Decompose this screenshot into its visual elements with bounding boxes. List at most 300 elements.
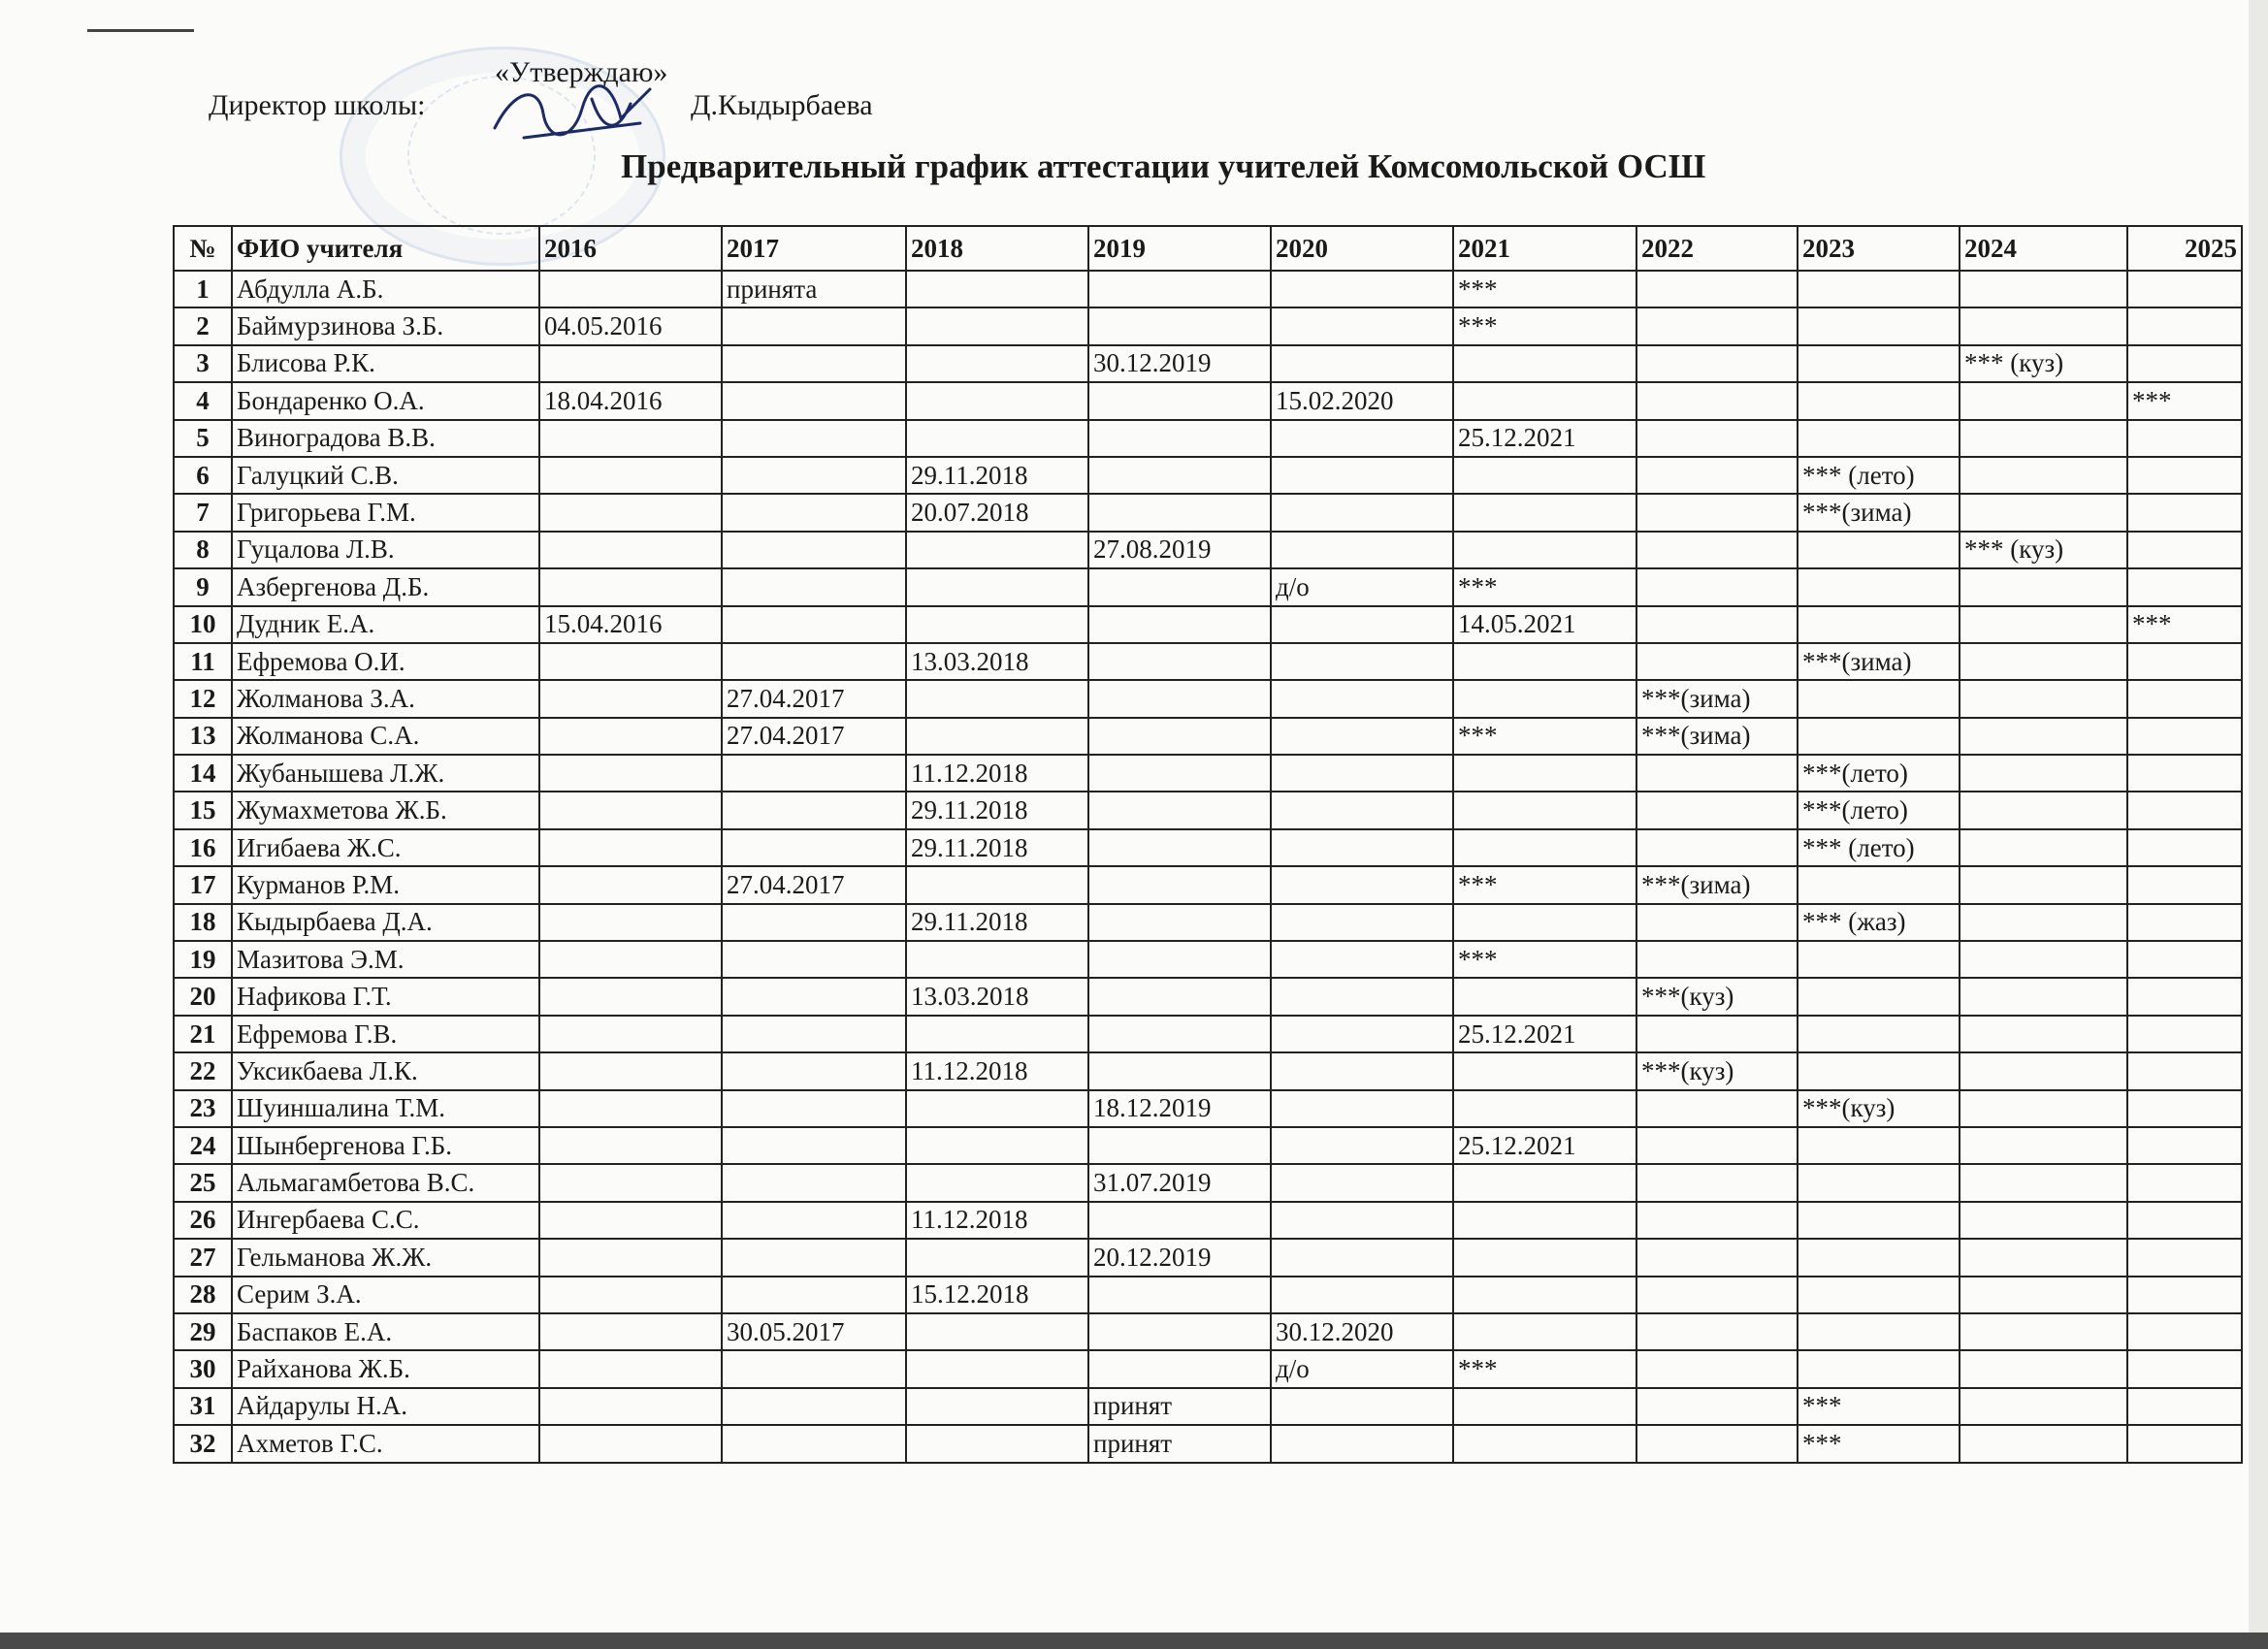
row-number-cell: 26	[174, 1202, 232, 1239]
column-header-year: 2018	[906, 226, 1088, 271]
year-cell	[906, 307, 1088, 344]
year-cell	[1271, 457, 1453, 494]
year-cell: ***	[2127, 606, 2242, 643]
year-cell	[722, 1202, 906, 1239]
year-cell	[1636, 420, 1798, 457]
teacher-name-cell: Кыдырбаева Д.А.	[232, 904, 539, 941]
year-cell	[906, 866, 1088, 903]
year-cell	[539, 680, 722, 717]
year-cell	[1636, 606, 1798, 643]
year-cell: 30.05.2017	[722, 1313, 906, 1350]
year-cell	[2127, 866, 2242, 903]
year-cell	[539, 345, 722, 382]
row-number-cell: 25	[174, 1164, 232, 1201]
year-cell: ***	[1453, 941, 1636, 978]
year-cell	[1960, 829, 2127, 866]
year-cell	[539, 420, 722, 457]
table-row	[174, 829, 2242, 866]
row-number-cell: 19	[174, 941, 232, 978]
year-cell: 18.12.2019	[1088, 1090, 1271, 1127]
year-cell	[539, 1277, 722, 1313]
teacher-name-cell: Абдулла А.Б.	[232, 271, 539, 307]
year-cell: ***	[1798, 1425, 1960, 1462]
year-cell	[1960, 792, 2127, 828]
year-cell: 25.12.2021	[1453, 420, 1636, 457]
year-cell	[539, 1016, 722, 1052]
year-cell	[1960, 1164, 2127, 1201]
year-cell	[539, 941, 722, 978]
row-number-cell: 1	[174, 271, 232, 307]
table-row	[174, 606, 2242, 643]
year-cell	[1453, 1388, 1636, 1425]
table-row	[174, 1127, 2242, 1164]
row-number-cell: 14	[174, 755, 232, 792]
year-cell	[539, 532, 722, 568]
teacher-name-cell: Ахметов Г.С.	[232, 1425, 539, 1462]
year-cell	[2127, 494, 2242, 531]
row-number-cell: 22	[174, 1052, 232, 1089]
year-cell	[1271, 606, 1453, 643]
year-cell	[1960, 271, 2127, 307]
scan-edge-right	[2249, 0, 2268, 1649]
year-cell	[1798, 1202, 1960, 1239]
row-number-cell: 8	[174, 532, 232, 568]
table-row	[174, 1239, 2242, 1276]
row-number-cell: 9	[174, 568, 232, 605]
column-header-year: 2021	[1453, 226, 1636, 271]
year-cell	[722, 568, 906, 605]
year-cell	[2127, 1425, 2242, 1462]
year-cell	[906, 532, 1088, 568]
teacher-name-cell: Блисова Р.К.	[232, 345, 539, 382]
year-cell	[1088, 643, 1271, 680]
year-cell: *** (куз)	[1960, 345, 2127, 382]
year-cell	[1636, 1239, 1798, 1276]
year-cell	[1453, 345, 1636, 382]
year-cell	[1636, 1350, 1798, 1387]
year-cell	[906, 718, 1088, 755]
year-cell	[1960, 1277, 2127, 1313]
year-cell	[1271, 1388, 1453, 1425]
year-cell	[906, 680, 1088, 717]
year-cell	[1960, 904, 2127, 941]
year-cell	[539, 866, 722, 903]
year-cell	[1798, 532, 1960, 568]
year-cell	[539, 494, 722, 531]
year-cell: ***(зима)	[1636, 680, 1798, 717]
teacher-name-cell: Ефремова О.И.	[232, 643, 539, 680]
row-number-cell: 10	[174, 606, 232, 643]
year-cell	[1271, 904, 1453, 941]
year-cell: 29.11.2018	[906, 829, 1088, 866]
year-cell	[1453, 829, 1636, 866]
year-cell	[539, 1388, 722, 1425]
year-cell	[722, 606, 906, 643]
year-cell: 29.11.2018	[906, 792, 1088, 828]
year-cell	[539, 1127, 722, 1164]
year-cell	[1271, 1277, 1453, 1313]
year-cell	[1088, 904, 1271, 941]
year-cell	[1798, 382, 1960, 419]
year-cell	[906, 1425, 1088, 1462]
year-cell	[1960, 1350, 2127, 1387]
row-number-cell: 28	[174, 1277, 232, 1313]
page-title: Предварительный график аттестации учителей Комсомольской ОСШ	[621, 147, 1706, 185]
year-cell	[539, 718, 722, 755]
year-cell	[1960, 457, 2127, 494]
year-cell	[722, 345, 906, 382]
table-row	[174, 457, 2242, 494]
year-cell	[1088, 1202, 1271, 1239]
year-cell	[1960, 1313, 2127, 1350]
year-cell	[722, 643, 906, 680]
row-number-cell: 7	[174, 494, 232, 531]
year-cell	[1271, 643, 1453, 680]
teacher-name-cell: Уксикбаева Л.К.	[232, 1052, 539, 1089]
year-cell	[1960, 494, 2127, 531]
row-number-cell: 24	[174, 1127, 232, 1164]
row-number-cell: 18	[174, 904, 232, 941]
year-cell	[2127, 1350, 2242, 1387]
year-cell: 30.12.2020	[1271, 1313, 1453, 1350]
year-cell	[1636, 792, 1798, 828]
year-cell	[1960, 1239, 2127, 1276]
column-header-year: 2017	[722, 226, 906, 271]
year-cell: 29.11.2018	[906, 457, 1088, 494]
year-cell	[1960, 1127, 2127, 1164]
year-cell	[1960, 568, 2127, 605]
year-cell	[2127, 1202, 2242, 1239]
year-cell	[722, 1277, 906, 1313]
column-header-year: 2022	[1636, 226, 1798, 271]
year-cell: 25.12.2021	[1453, 1016, 1636, 1052]
teacher-name-cell: Серим З.А.	[232, 1277, 539, 1313]
table-row	[174, 755, 2242, 792]
year-cell	[2127, 1127, 2242, 1164]
year-cell	[1453, 792, 1636, 828]
year-cell	[1271, 866, 1453, 903]
scan-edge-bottom	[0, 1633, 2268, 1649]
year-cell	[2127, 1277, 2242, 1313]
year-cell	[539, 1090, 722, 1127]
year-cell	[1636, 829, 1798, 866]
row-number-cell: 21	[174, 1016, 232, 1052]
column-header-year: 2019	[1088, 226, 1271, 271]
year-cell	[1798, 1052, 1960, 1089]
year-cell	[1960, 420, 2127, 457]
year-cell	[1636, 532, 1798, 568]
table-row	[174, 532, 2242, 568]
year-cell	[539, 1164, 722, 1201]
table-row	[174, 1202, 2242, 1239]
year-cell	[1960, 1202, 2127, 1239]
year-cell	[2127, 978, 2242, 1015]
year-cell: 27.08.2019	[1088, 532, 1271, 568]
year-cell	[2127, 718, 2242, 755]
table-row	[174, 866, 2242, 903]
year-cell	[1960, 755, 2127, 792]
table-row	[174, 382, 2242, 419]
column-header-number: №	[174, 226, 232, 271]
year-cell	[2127, 1052, 2242, 1089]
teacher-name-cell: Курманов Р.М.	[232, 866, 539, 903]
teacher-name-cell: Игибаева Ж.С.	[232, 829, 539, 866]
year-cell	[539, 829, 722, 866]
year-cell	[1453, 680, 1636, 717]
year-cell	[1088, 1016, 1271, 1052]
year-cell	[722, 532, 906, 568]
year-cell	[722, 1090, 906, 1127]
year-cell	[1798, 1350, 1960, 1387]
year-cell: *** (лето)	[1798, 829, 1960, 866]
year-cell	[1960, 941, 2127, 978]
year-cell: 27.04.2017	[722, 866, 906, 903]
year-cell	[1271, 1164, 1453, 1201]
year-cell	[1636, 1277, 1798, 1313]
year-cell: принят	[1088, 1388, 1271, 1425]
year-cell: *** (куз)	[1960, 532, 2127, 568]
column-header-year: 2016	[539, 226, 722, 271]
year-cell	[1960, 1425, 2127, 1462]
year-cell	[1453, 1239, 1636, 1276]
year-cell: 13.03.2018	[906, 643, 1088, 680]
year-cell	[722, 978, 906, 1015]
column-header-teacher-name: ФИО учителя	[232, 226, 539, 271]
year-cell	[1453, 1202, 1636, 1239]
year-cell	[2127, 457, 2242, 494]
year-cell	[1636, 1016, 1798, 1052]
year-cell	[1636, 1388, 1798, 1425]
year-cell	[722, 1016, 906, 1052]
year-cell	[722, 829, 906, 866]
year-cell	[1088, 1350, 1271, 1387]
year-cell	[1636, 755, 1798, 792]
year-cell	[1088, 494, 1271, 531]
year-cell	[1798, 606, 1960, 643]
year-cell	[1453, 1164, 1636, 1201]
year-cell	[1271, 829, 1453, 866]
row-number-cell: 29	[174, 1313, 232, 1350]
year-cell	[2127, 271, 2242, 307]
year-cell	[722, 1350, 906, 1387]
year-cell	[1088, 978, 1271, 1015]
year-cell	[1636, 1090, 1798, 1127]
year-cell	[1636, 1127, 1798, 1164]
year-cell	[722, 420, 906, 457]
year-cell	[2127, 307, 2242, 344]
year-cell	[1798, 866, 1960, 903]
teacher-name-cell: Дудник Е.А.	[232, 606, 539, 643]
year-cell	[539, 271, 722, 307]
year-cell: ***(зима)	[1636, 718, 1798, 755]
year-cell	[2127, 680, 2242, 717]
year-cell: 15.02.2020	[1271, 382, 1453, 419]
teacher-name-cell: Баспаков Е.А.	[232, 1313, 539, 1350]
year-cell	[539, 643, 722, 680]
year-cell: ***	[1453, 718, 1636, 755]
year-cell: 14.05.2021	[1453, 606, 1636, 643]
column-header-year: 2025	[2127, 226, 2242, 271]
teacher-name-cell: Галуцкий С.В.	[232, 457, 539, 494]
year-cell	[1088, 718, 1271, 755]
year-cell	[1088, 866, 1271, 903]
year-cell: принята	[722, 271, 906, 307]
row-number-cell: 4	[174, 382, 232, 419]
teacher-name-cell: Айдарулы Н.А.	[232, 1388, 539, 1425]
year-cell	[1798, 718, 1960, 755]
year-cell	[1271, 1425, 1453, 1462]
year-cell	[722, 1425, 906, 1462]
year-cell	[1453, 532, 1636, 568]
year-cell: ***	[1453, 568, 1636, 605]
table-row	[174, 271, 2242, 307]
year-cell	[722, 941, 906, 978]
table-row	[174, 568, 2242, 605]
year-cell	[2127, 941, 2242, 978]
year-cell	[722, 1239, 906, 1276]
year-cell	[1453, 1090, 1636, 1127]
year-cell	[2127, 568, 2242, 605]
teacher-name-cell: Жумахметова Ж.Б.	[232, 792, 539, 828]
table-body	[174, 271, 2242, 1463]
table-row	[174, 718, 2242, 755]
table-row	[174, 1313, 2242, 1350]
year-cell	[1271, 1016, 1453, 1052]
year-cell	[1088, 829, 1271, 866]
year-cell	[2127, 755, 2242, 792]
year-cell	[2127, 345, 2242, 382]
year-cell	[906, 606, 1088, 643]
table-row	[174, 680, 2242, 717]
year-cell	[722, 1052, 906, 1089]
year-cell: 20.12.2019	[1088, 1239, 1271, 1276]
year-cell	[1636, 307, 1798, 344]
year-cell	[539, 1425, 722, 1462]
row-number-cell: 17	[174, 866, 232, 903]
year-cell	[906, 382, 1088, 419]
table-row	[174, 494, 2242, 531]
year-cell	[539, 1313, 722, 1350]
year-cell: ***(зима)	[1798, 643, 1960, 680]
teacher-name-cell: Гельманова Ж.Ж.	[232, 1239, 539, 1276]
year-cell: ***(куз)	[1636, 978, 1798, 1015]
year-cell	[1271, 1090, 1453, 1127]
year-cell	[1453, 1425, 1636, 1462]
year-cell: 11.12.2018	[906, 1202, 1088, 1239]
year-cell: 25.12.2021	[1453, 1127, 1636, 1164]
column-header-year: 2020	[1271, 226, 1453, 271]
year-cell	[1271, 494, 1453, 531]
director-name: Д.Кыдырбаева	[691, 89, 873, 121]
year-cell	[906, 1016, 1088, 1052]
year-cell	[1798, 1127, 1960, 1164]
year-cell: 20.07.2018	[906, 494, 1088, 531]
year-cell: 11.12.2018	[906, 1052, 1088, 1089]
year-cell	[2127, 1016, 2242, 1052]
year-cell	[1271, 718, 1453, 755]
table-row	[174, 1277, 2242, 1313]
year-cell: ***	[1798, 1388, 1960, 1425]
year-cell: 18.04.2016	[539, 382, 722, 419]
teacher-name-cell: Жолманова З.А.	[232, 680, 539, 717]
year-cell	[1636, 568, 1798, 605]
year-cell	[1271, 345, 1453, 382]
teacher-name-cell: Жубанышева Л.Ж.	[232, 755, 539, 792]
year-cell	[539, 755, 722, 792]
year-cell	[1088, 1277, 1271, 1313]
year-cell	[722, 1388, 906, 1425]
teacher-name-cell: Ингербаева С.С.	[232, 1202, 539, 1239]
year-cell	[1960, 643, 2127, 680]
year-cell	[1636, 382, 1798, 419]
year-cell	[1271, 1239, 1453, 1276]
year-cell	[539, 792, 722, 828]
year-cell	[1088, 271, 1271, 307]
year-cell	[906, 1090, 1088, 1127]
year-cell	[1453, 457, 1636, 494]
year-cell	[1798, 568, 1960, 605]
year-cell	[1271, 271, 1453, 307]
row-number-cell: 2	[174, 307, 232, 344]
year-cell	[1636, 904, 1798, 941]
teacher-name-cell: Шуиншалина Т.М.	[232, 1090, 539, 1127]
table-row	[174, 941, 2242, 978]
row-number-cell: 20	[174, 978, 232, 1015]
year-cell: 27.04.2017	[722, 718, 906, 755]
year-cell	[722, 494, 906, 531]
year-cell	[1798, 271, 1960, 307]
year-cell	[1636, 1164, 1798, 1201]
year-cell: ***(лето)	[1798, 792, 1960, 828]
year-cell	[722, 755, 906, 792]
year-cell	[539, 1052, 722, 1089]
year-cell	[1088, 382, 1271, 419]
table-row	[174, 420, 2242, 457]
teacher-name-cell: Гуцалова Л.В.	[232, 532, 539, 568]
year-cell	[1271, 792, 1453, 828]
year-cell	[2127, 532, 2242, 568]
year-cell	[1636, 457, 1798, 494]
year-cell	[1636, 1425, 1798, 1462]
year-cell: ***(куз)	[1798, 1090, 1960, 1127]
row-number-cell: 13	[174, 718, 232, 755]
year-cell: 11.12.2018	[906, 755, 1088, 792]
year-cell: д/о	[1271, 1350, 1453, 1387]
year-cell	[1088, 792, 1271, 828]
teacher-name-cell: Баймурзинова З.Б.	[232, 307, 539, 344]
year-cell	[539, 1239, 722, 1276]
table-header	[174, 226, 2242, 271]
year-cell	[1271, 755, 1453, 792]
year-cell	[1798, 1239, 1960, 1276]
teacher-name-cell: Альмагамбетова В.С.	[232, 1164, 539, 1201]
year-cell	[1271, 1202, 1453, 1239]
year-cell	[1088, 1052, 1271, 1089]
year-cell: 15.04.2016	[539, 606, 722, 643]
year-cell	[1453, 1052, 1636, 1089]
scan-mark	[87, 29, 194, 32]
year-cell	[2127, 904, 2242, 941]
year-cell	[722, 904, 906, 941]
year-cell	[2127, 1090, 2242, 1127]
year-cell	[906, 1127, 1088, 1164]
year-cell	[1088, 1313, 1271, 1350]
year-cell: 13.03.2018	[906, 978, 1088, 1015]
year-cell: 31.07.2019	[1088, 1164, 1271, 1201]
teacher-name-cell: Жолманова С.А.	[232, 718, 539, 755]
teacher-name-cell: Райханова Ж.Б.	[232, 1350, 539, 1387]
year-cell: ***	[1453, 866, 1636, 903]
